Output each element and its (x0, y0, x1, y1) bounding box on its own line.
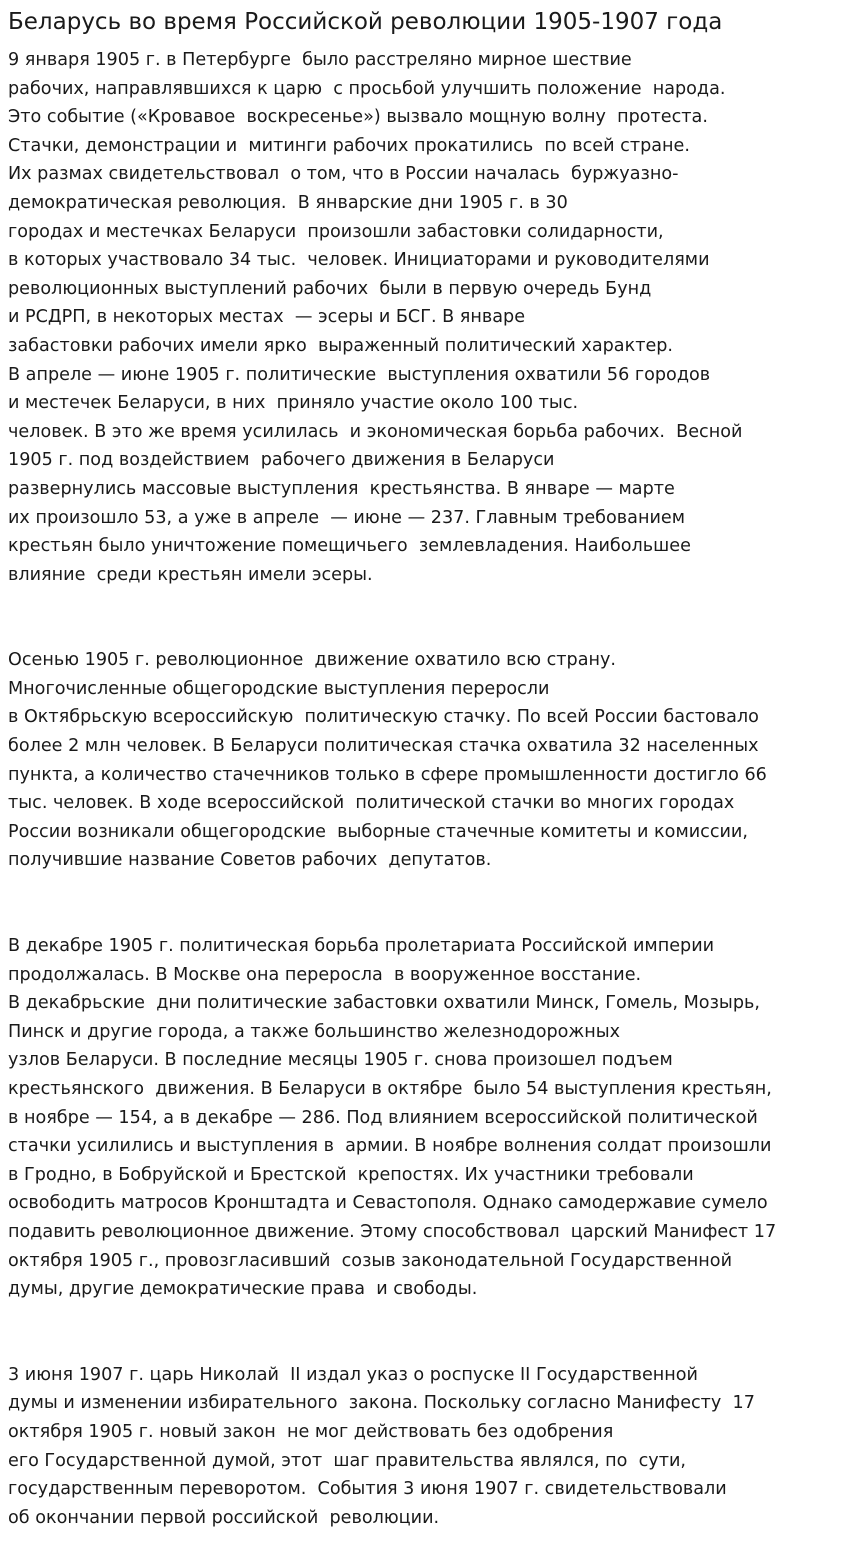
text-line: стачки усилились и выступления в армии. В ноябре волнения солдат произошли (8, 1136, 772, 1157)
text-line: думы, другие демократические права и свободы. (8, 1279, 478, 1300)
text-line: и местечек Беларуси, в них приняло участие около 100 тыс. (8, 393, 579, 414)
text-line: России возникали общегородские выборные стачечные комитеты и комиссии, (8, 821, 748, 842)
text-line: В декабрьские дни политические забастовки охватили Минск, Гомель, Мозырь, (8, 993, 760, 1014)
text-line: 3 июня 1907 г. царь Николай II издал указ о роспуске II Государственной (8, 1364, 698, 1385)
text-line: тыс. человек. В ходе всероссийской политической стачки во многих городах (8, 793, 735, 814)
text-line: В апреле — июне 1905 г. политические выступления охватили 56 городов (8, 364, 711, 385)
text-line: государственным переворотом. События 3 июня 1907 г. свидетельствовали (8, 1479, 727, 1500)
text-line: развернулись массовые выступления крестьянства. В январе — марте (8, 478, 675, 499)
text-line: пункта, а количество стачечников только в сфере промышленности достигло 66 (8, 764, 767, 785)
text-line: в Октябрьскую всероссийскую политическую стачку. По всей России бастовало (8, 707, 759, 728)
text-line: об окончании первой российской революции. (8, 1507, 440, 1528)
text-line: Стачки, демонстрации и митинги рабочих прокатились по всей стране. (8, 135, 690, 156)
text-line: Пинск и другие города, а также большинство железнодорожных (8, 1021, 621, 1042)
text-line: рабочих, направлявшихся к царю с просьбой улучшить положение народа. (8, 78, 726, 99)
paragraph (8, 932, 839, 1304)
text-line: и РСДРП, в некоторых местах — эсеры и БСГ. В январе (8, 307, 526, 328)
text-line: продолжалась. В Москве она переросла в вооруженное восстание. (8, 964, 642, 985)
text-line: революционных выступлений рабочих были в первую очередь Бунд (8, 278, 652, 299)
text-line: 1905 г. под воздействием рабочего движения в Беларуси (8, 450, 555, 471)
text-line: освободить матросов Кронштадта и Севастополя. Однако самодержавие сумело (8, 1193, 768, 1214)
text-line: их произошло 53, а уже в апреле — июне — 237. Главным требованием (8, 507, 685, 528)
text-line: влияние среди крестьян имели эсеры. (8, 564, 373, 585)
text-line: в Гродно, в Бобруйской и Брестской крепостях. Их участники требовали (8, 1164, 694, 1185)
text-line: Это событие («Кровавое воскресенье») вызвало мощную волну протеста. (8, 107, 708, 128)
text-line: забастовки рабочих имели ярко выраженный политический характер. (8, 335, 674, 356)
text-line: октября 1905 г., провозгласивший созыв законодательной Государственной (8, 1250, 733, 1271)
text-line: октября 1905 г. новый закон не мог действовать без одобрения (8, 1421, 614, 1442)
text-line: демократическая революция. В январские дни 1905 г. в 30 (8, 192, 568, 213)
text-line: 9 января 1905 г. в Петербурге было расстреляно мирное шествие (8, 50, 632, 70)
article-body (8, 46, 839, 1532)
text-line: более 2 млн человек. В Беларуси политическая стачка охватила 32 населенных (8, 736, 759, 757)
text-line: Многочисленные общегородские выступления переросли (8, 678, 550, 699)
text-line: в которых участвовало 34 тыс. человек. Инициаторами и руководителями (8, 250, 710, 271)
text-line: Их размах свидетельствовал о том, что в России началась буржуазно- (8, 164, 679, 185)
text-line: получившие название Советов рабочих депутатов. (8, 850, 492, 871)
text-line: подавить революционное движение. Этому способствовал царский Манифест 17 (8, 1221, 777, 1242)
text-line: думы и изменении избирательного закона. Поскольку согласно Манифесту 17 (8, 1393, 755, 1414)
text-line: городах и местечках Беларуси произошли забастовки солидарности, (8, 221, 664, 242)
paragraph (8, 646, 839, 875)
text-line: узлов Беларуси. В последние месяцы 1905 г. снова произошел подъем (8, 1050, 673, 1071)
page-title: Беларусь во время Российской революции 1905-1907 года (8, 9, 723, 35)
paragraph (8, 46, 839, 589)
text-line: его Государственной думой, этот шаг правительства являлся, по сути, (8, 1450, 686, 1471)
text-line: человек. В это же время усилилась и экономическая борьба рабочих. Весной (8, 421, 743, 442)
text-line: крестьянского движения. В Беларуси в октябре было 54 выступления крестьян, (8, 1079, 772, 1099)
text-line: в ноябре — 154, а в декабре — 286. Под влиянием всероссийской политической (8, 1107, 758, 1128)
text-line: крестьян было уничтожение помещичьего землевладения. Наибольшее (8, 536, 691, 557)
text-line: Осенью 1905 г. революционное движение охватило всю страну. (8, 650, 616, 671)
paragraph (8, 1361, 839, 1533)
text-line: В декабре 1905 г. политическая борьба пролетариата Российской империи (8, 936, 715, 957)
